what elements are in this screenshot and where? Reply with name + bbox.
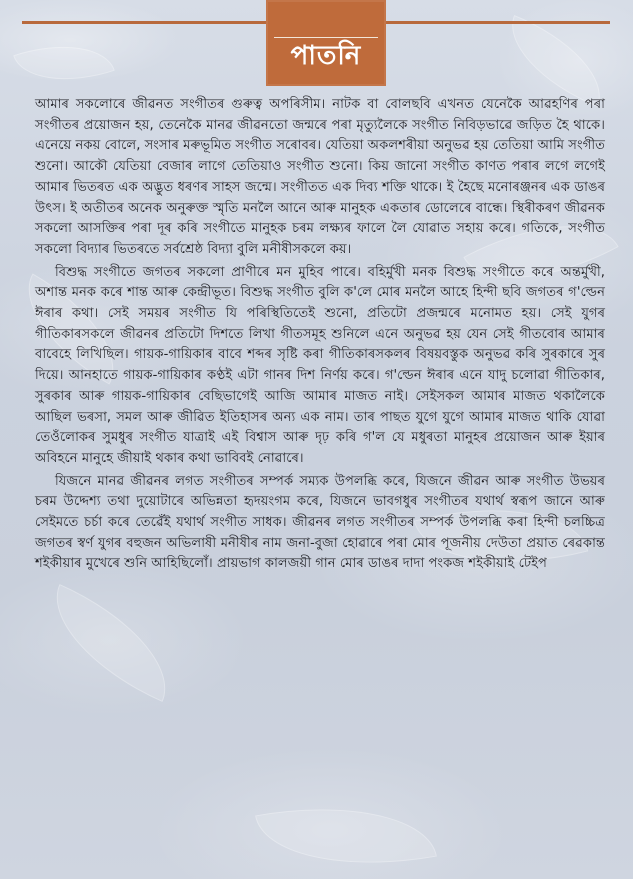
body-text	[35, 95, 605, 575]
leaf-decoration	[33, 584, 190, 702]
header-rule-right	[386, 21, 610, 24]
paragraph-1: আমাৰ সকলোৰে জীৱনত সংগীতৰ গুৰুত্ব অপৰিসীম। নাটক বা বোলছবি এখনত যেনেকৈ আৱহণিৰ পৰা সংগীতৰ প্ৰয়োজন হয়, তেনেকৈ মানৱ জীৱনতো জন্মৰে পৰা মৃত্যুলৈকে সংগীত নিবিড়ভাৱে জড়িত হৈ থাকে। এনেয়ে নকয় বোলে, সংসাৰ মৰুভূমিত সংগীত সৰোবৰ। যেতিয়া অকলশৰীয়া অনুভৱ হয় তেতিয়া আমি সংগীত শুনো। আকৌ যেতিয়া বেজাৰ লাগে তেতিয়াও সংগীত শুনো। কিয় জানো সংগীত কাণত পৰাৰ লগে লগেই আমাৰ ভিতৰত এক অদ্ভুত ধৰণৰ সাহস জন্মে। সংগীতত এক দিব্য শক্তি থাকে। ই হৈছে মনোৰঞ্জনৰ এক ডাঙৰ উৎস। ই অতীতৰ অনেক অনুৰুক্ত স্মৃতি মনলৈ আনে আৰু মানুহক একতাৰ ডোলেৰে বান্ধে। স্থিৰীকৰণ জীৱনক সকলো আসক্তিৰ পৰা দূৰ কৰি সংগীতে মানুহক চৰম লক্ষ্যৰ ফালে লৈ যোৱাত সহায় কৰে। গতিকে, সংগীত সকলো বিদ্যাৰ ভিতৰতে সৰ্বশ্ৰেষ্ঠ বিদ্যা বুলি মনীষীসকলে কয়।	[35, 97, 605, 257]
page-title: পাতনি	[290, 41, 362, 71]
title-banner	[266, 0, 386, 86]
header-rule-left	[22, 21, 266, 24]
leaf-decoration	[494, 15, 618, 107]
paragraph-2: বিশুদ্ধ সংগীতে জগতৰ সকলো প্ৰাণীৰে মন মুহিব পাৰে। বহিৰ্মুখী মনক বিশুদ্ধ সংগীতে কৰে অন্তৰ্মুখী, অশান্ত মনক কৰে শান্ত আৰু কেন্দ্ৰীভূত। বিশুদ্ধ সংগীত বুলি ক'লে মোৰ মনলৈ আহে হিন্দী ছবি জগতৰ গ'ল্ডেন ঈৰাৰ কথা। সেই সময়ৰ সংগীত যি পৰিস্থিতিতেই শুনো, প্ৰতিটো প্ৰজন্মৰে মনোমত হয়। সেই যুগৰ গীতিকাৰসকলে জীৱনৰ প্ৰতিটো দিশতে লিখা গীতসমূহ শুনিলে এনে অনুভৱ হয় যেন সেই গীতবোৰ আমাৰ বাবেহে লিখিছিল। গায়ক-গায়িকাৰ বাবে শব্দৰ সৃষ্টি কৰা গীতিকাৰসকলৰ বিষয়বস্তুক অনুভৱ কৰি সুৰকাৰে সুৰ দিয়ে। আনহাতে গায়ক-গায়িকাৰ কণ্ঠই এটা গানৰ দিশ নিৰ্ণয় কৰে। গ'ল্ডেন ঈৰাৰ এনে যাদু চলোৱা গীতিকাৰ, সুৰকাৰ আৰু গায়ক-গায়িকাৰ বেছিভাগেই আজি আমাৰ মাজত নাই। সেইসকল আমাৰ মাজত থকালৈকে আছিল ভৰসা, সমল আৰু জীৱিত ইতিহাসৰ অন্য এক নাম। তাৰ পাছত যুগে যুগে আমাৰ মাজত থাকি যোৱা তেওঁলোকৰ সুমধুৰ সংগীত যাত্ৰাই এই বিশ্বাস আৰু দৃঢ় কৰি গ'ল যে মধুৰতা মানুহৰ প্ৰয়োজন আৰু ইয়াৰ অবিহনে মানুহে জীয়াই থকাৰ কথা ভাবিবই নোৱাৰে।	[35, 264, 605, 466]
paragraph-3: যিজনে মানৱ জীৱনৰ লগত সংগীতৰ সম্পৰ্ক সম্যক উপলব্ধি কৰে, যিজনে জীৱন আৰু সংগীত উভয়ৰ চৰম উদ্দেশ্য তথা দুয়োটাৰে অভিন্নতা হৃদয়ংগম কৰে, যিজনে ভাবগধুৰ সংগীতৰ যথাৰ্থ স্বৰূপ জানে আৰু সেইমতে চৰ্চা কৰে তেৱেঁই যথাৰ্থ সংগীত সাধক। জীৱনৰ লগত সংগীতৰ সম্পৰ্ক উপলব্ধি কৰা হিন্দী চলচ্চিত্ৰ জগতৰ স্বৰ্ণ যুগৰ বহুজন অভিলাষী মনীষীৰ নাম জনা-বুজা হোৱাৰে পৰা মোৰ পূজনীয় দেউতা প্ৰয়াত ৰেৱকান্ত শইকীয়াৰ মুখেৰে শুনি আহিছিলোঁ। প্ৰায়ভাগ কালজয়ী গান মোৰ ডাঙৰ দাদা পংকজ শইকীয়াই টেইপ	[35, 473, 605, 572]
leaf-decoration	[13, 27, 115, 99]
leaf-decoration	[255, 786, 437, 879]
